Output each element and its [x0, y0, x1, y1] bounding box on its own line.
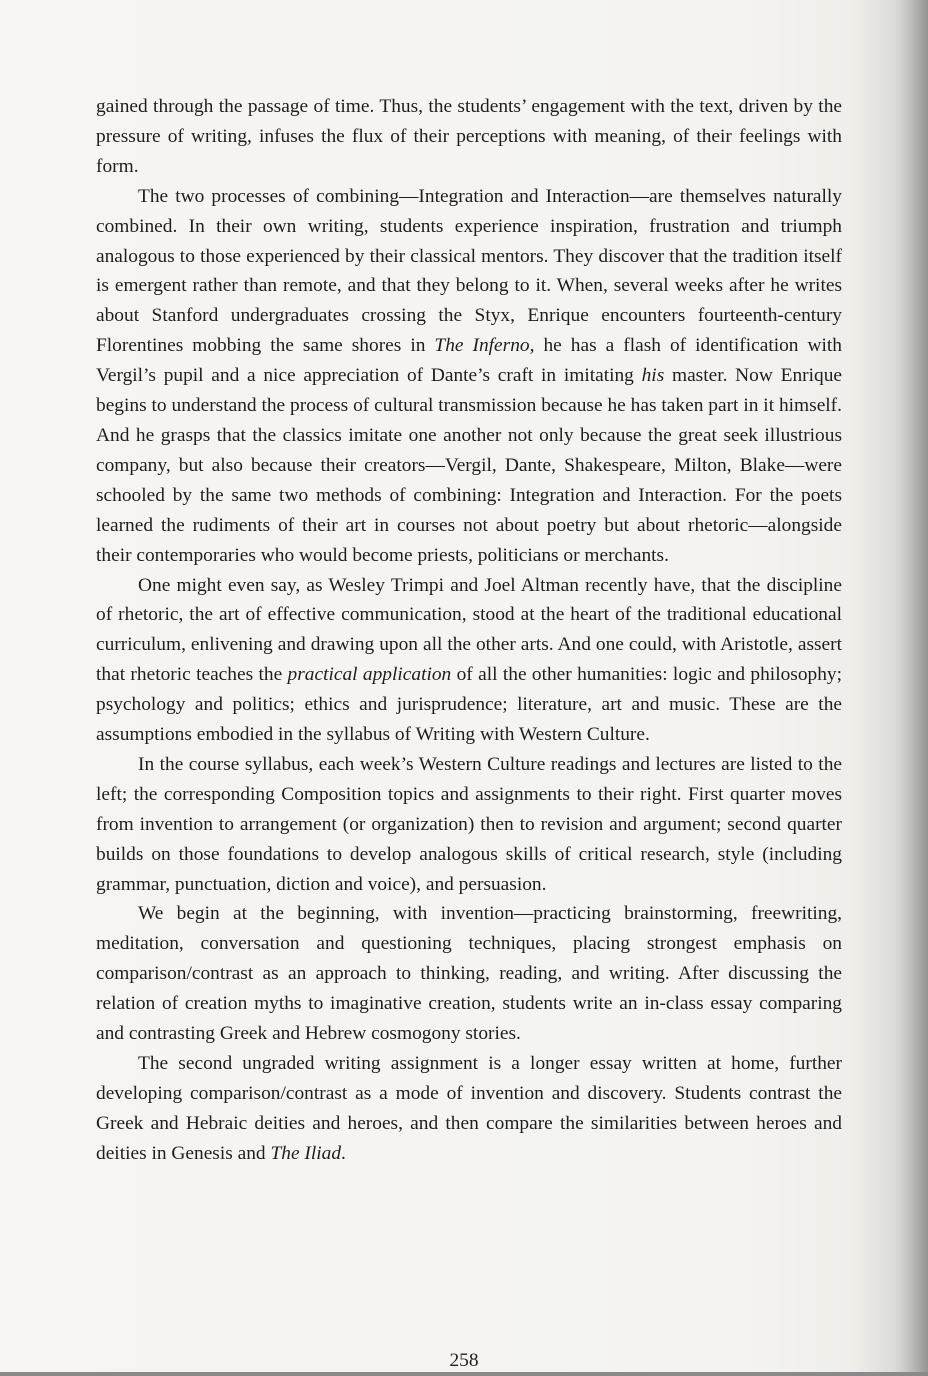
text-segment: We begin at the beginning, with invention—practicing brainstorming, freewriting, meditation, conversation and questioning techniques, placing strongest emphasis on comparison/contrast as an approach to thinking, reading, and writing. After discussing the relation of creation myths to imaginative creation, students write an in-class essay comparing and contrasting Greek and Hebrew cosmogony stories. [96, 903, 842, 1045]
body-text [96, 92, 842, 1169]
paragraph [96, 750, 842, 900]
paragraph [96, 1049, 842, 1169]
paragraph [96, 182, 842, 571]
paragraph [96, 571, 842, 750]
emphasis: practical application [287, 664, 452, 686]
paragraph [96, 92, 842, 182]
text-segment: , he has a flash of identification with Vergil’s pupil and a nice appreciation of Dante’s craft in imitating [96, 335, 842, 387]
page-edge-shadow [894, 0, 928, 1376]
book-title: The Inferno [434, 335, 530, 357]
text-segment: The two processes of combining—Integration and Interaction—are themselves naturally combined. In their own writing, students experience inspiration, frustration and triumph analogous to those experienced by their classical mentors. They discover that the tradition itself is emergent rather than remote, and that they belong to it. When, several weeks after he writes about Stanford undergraduates crossing the Styx, Enrique encounters fourteenth-century Florentines mobbing the same shores in [96, 185, 842, 357]
book-title: The Iliad [270, 1142, 342, 1164]
text-segment: One might even say, as Wesley Trimpi and Joel Altman recently have, that the discipline of rhetoric, the art of effective communication, stood at the heart of the traditional educational curriculum, enlivening and drawing upon all the other arts. And one could, with Aristotle, assert that rhetoric teaches the [96, 574, 842, 686]
page-number: 258 [449, 1350, 479, 1371]
text-segment: The second ungraded writing assignment is a longer essay written at home, further developing comparison/contrast as a mode of invention and discovery. Students contrast the Greek and Hebraic deities and heroes, and then compare the similarities between heroes and deities in Genesis and [96, 1053, 842, 1164]
text-segment: gained through the passage of time. Thus, the students’ engagement with the text, driven by the pressure of writing, infuses the flux of their perceptions with meaning, of their feelings with form. [96, 96, 842, 177]
text-segment: . [341, 1142, 346, 1164]
paragraph [96, 899, 842, 1049]
text-segment: master. Now Enrique begins to understand the process of cultural transmission because he has taken part in it himself. And he grasps that the classics imitate one another not only because the great seek illustrious company, but also because their creators—Vergil, Dante, Shakespeare, Milton, Blake—were schooled by the same two methods of combining: Integration and Interaction. For the poets learned the rudiments of their art in courses not about poetry but about rhetoric—alongside their contemporaries who would become priests, politicians or merchants. [96, 365, 842, 566]
emphasis: his [641, 365, 665, 387]
text-segment: In the course syllabus, each week’s Western Culture readings and lectures are listed to the left; the corresponding Composition topics and assignments to their right. First quarter moves from invention to arrangement (or organization) then to revision and argument; second quarter builds on those foundations to develop analogous skills of critical research, style (including grammar, punctuation, diction and voice), and persuasion. [96, 753, 842, 895]
scan-bottom-edge [0, 1372, 928, 1376]
text-segment: of all the other humanities: logic and philosophy; psychology and politics; ethics and jurisprudence; literature, art and music. These are the assumptions embodied in the syllabus of Writing with Western Culture. [96, 664, 842, 746]
